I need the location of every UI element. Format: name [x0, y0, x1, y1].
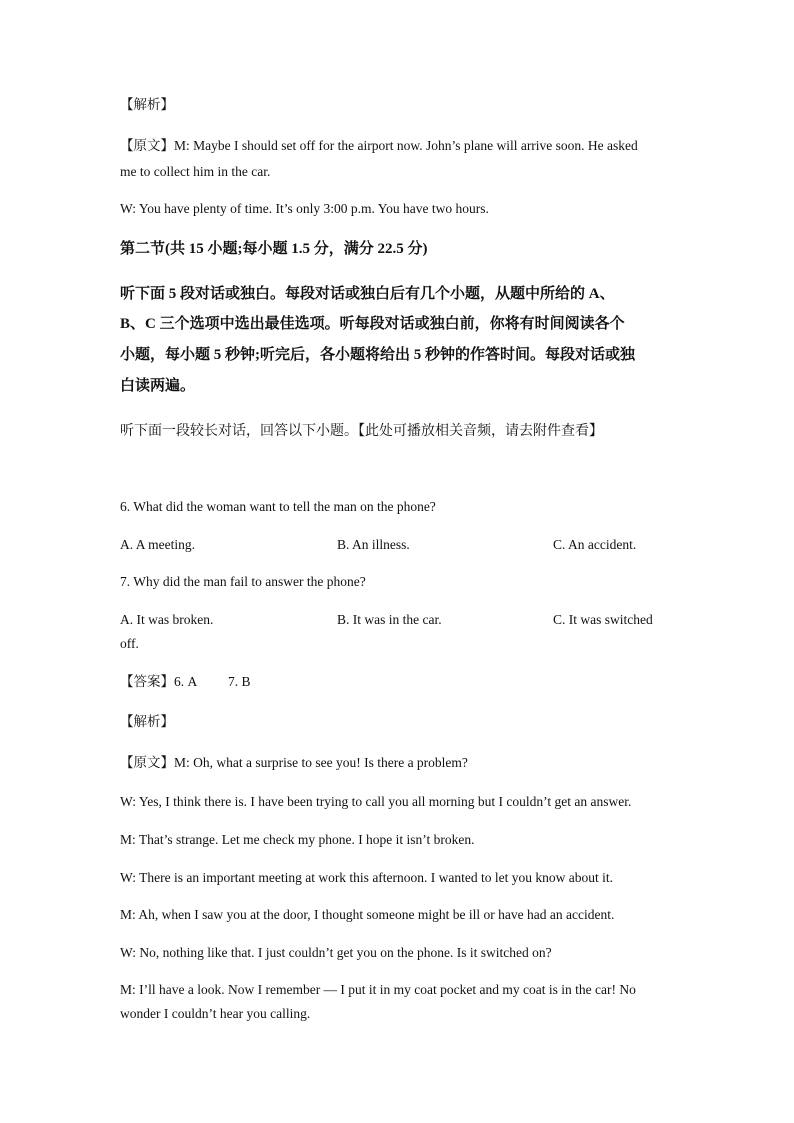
dialogue-line: W: There is an important meeting at work this afternoon. I wanted to let you know about it. [120, 870, 614, 885]
instruction-line: 白读两遍。 [120, 378, 196, 394]
answer-label: 【答案】6. A [120, 674, 198, 689]
option-c: C. It was switched [553, 612, 653, 627]
dialogue-line: wonder I couldn’t hear you calling. [120, 1006, 311, 1021]
answer-second: 7. B [228, 674, 251, 689]
transcript-line: 【原文】M: Maybe I should set off for the airport now. John’s plane will arrive soon. He asked [120, 138, 638, 153]
section-heading: 第二节(共 15 小题;每小题 1.5 分，满分 22.5 分) [120, 241, 428, 257]
analysis-label: 【解析】 [120, 714, 174, 730]
option-b: B. It was in the car. [337, 612, 442, 627]
transcript-line: me to collect him in the car. [120, 164, 271, 179]
instruction-line: 小题，每小题 5 秒钟;听完后，各小题将给出 5 秒钟的作答时间。每段对话或独 [120, 347, 635, 363]
option-b: B. An illness. [337, 537, 410, 552]
dialogue-line: M: I’ll have a look. Now I remember — I put it in my coat pocket and my coat is in the car! No [120, 982, 636, 997]
option-c-wrap: off. [120, 636, 139, 651]
dialogue-line: 【原文】M: Oh, what a surprise to see you! Is there a problem? [120, 755, 468, 770]
transcript-line: W: You have plenty of time. It’s only 3:00 p.m. You have two hours. [120, 201, 489, 216]
question-stem: 6. What did the woman want to tell the man on the phone? [120, 499, 436, 514]
dialogue-line: W: No, nothing like that. I just couldn’t get you on the phone. Is it switched on? [120, 945, 552, 960]
dialogue-line: W: Yes, I think there is. I have been trying to call you all morning but I couldn’t get an answer. [120, 794, 632, 809]
instruction-line: 听下面 5 段对话或独白。每段对话或独白后有几个小题，从题中所给的 A、 [120, 286, 615, 302]
listen-prompt: 听下面一段较长对话，回答以下小题。【此处可播放相关音频，请去附件查看】 [120, 423, 603, 439]
dialogue-line: M: Ah, when I saw you at the door, I thought someone might be ill or have had an accident. [120, 907, 615, 922]
dialogue-line: M: That’s strange. Let me check my phone. I hope it isn’t broken. [120, 832, 475, 847]
option-a: A. A meeting. [120, 537, 195, 552]
option-a: A. It was broken. [120, 612, 214, 627]
analysis-label: 【解析】 [120, 97, 174, 113]
instruction-line: B、C 三个选项中选出最佳选项。听每段对话或独白前，你将有时间阅读各个 [120, 316, 625, 332]
option-c: C. An accident. [553, 537, 637, 552]
question-stem: 7. Why did the man fail to answer the phone? [120, 574, 366, 589]
